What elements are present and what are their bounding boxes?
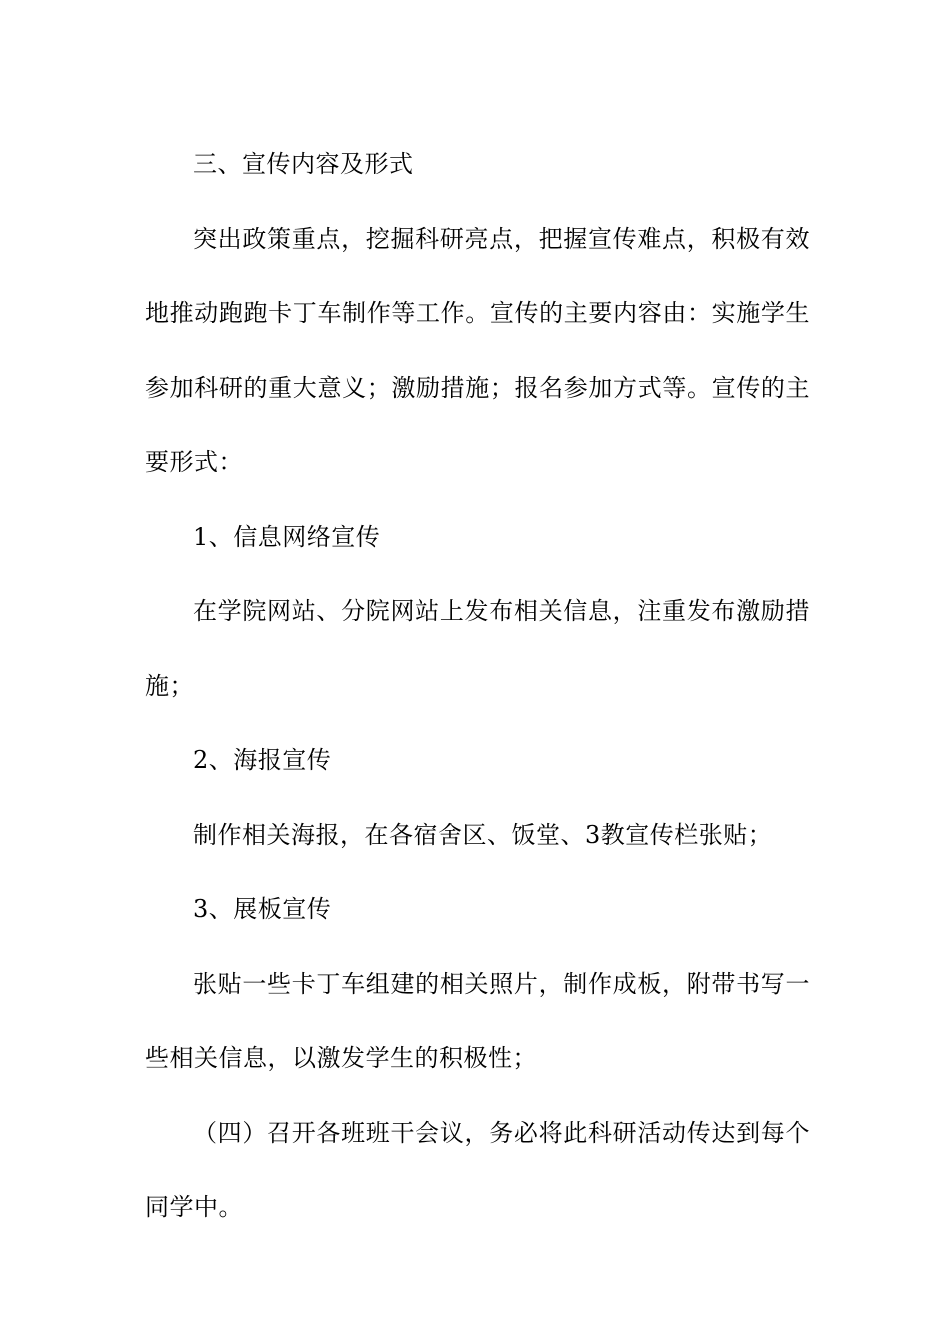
document-body	[145, 127, 810, 1245]
body-paragraph: 制作相关海报，在各宿舍区、饭堂、3教宣传栏张贴；	[193, 820, 773, 849]
body-paragraph: 在学院网站、分院网站上发布相关信息，注重发布激励措施；	[145, 597, 810, 700]
body-paragraph: 突出政策重点，挖掘科研亮点，把握宣传难点，积极有效地推动跑跑卡丁车制作等工作。宣传的主要内容由：实施学生参加科研的重大意义；激励措施；报名参加方式等。宣传的主要形式：	[145, 224, 810, 476]
body-paragraph: 张贴一些卡丁车组建的相关照片，制作成板，附带书写一些相关信息，以激发学生的积极性；	[145, 969, 810, 1072]
list-heading: 2、海报宣传	[193, 746, 332, 774]
section-heading: 三、宣传内容及形式	[193, 150, 414, 178]
list-heading: 3、展板宣传	[193, 895, 332, 923]
list-heading: 1、信息网络宣传	[193, 522, 381, 551]
body-paragraph: （四）召开各班班干会议，务必将此科研活动传达到每个同学中。	[145, 1118, 810, 1221]
